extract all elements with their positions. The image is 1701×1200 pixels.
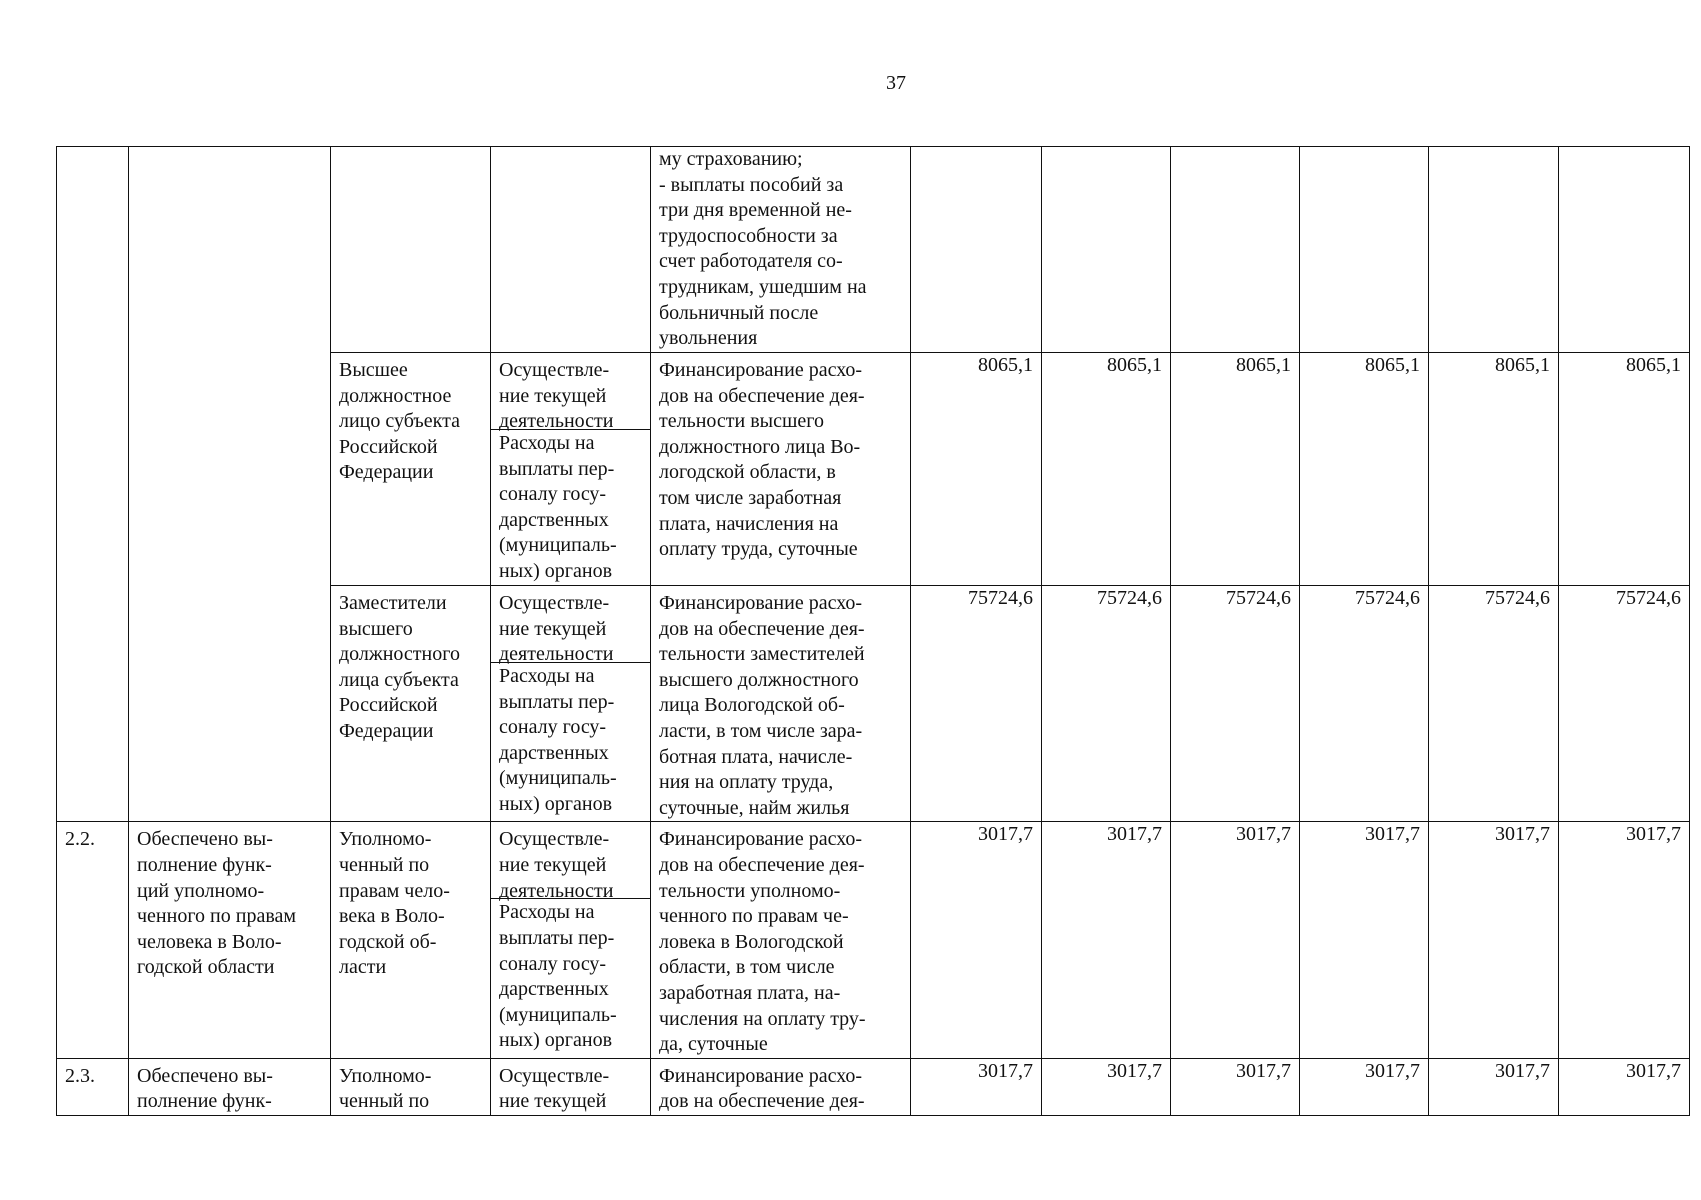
result-cell: Обеспечено вы- полнение функ- ций уполномо- ченного по правам человека в Воло- годской области xyxy=(129,822,331,1058)
activity-type: Осуществле- ние текущей деятельности xyxy=(491,586,650,663)
number-cell: 2.2. xyxy=(57,822,129,1058)
result-cell xyxy=(129,353,331,586)
value-cell: 3017,7 xyxy=(1042,822,1171,1058)
result-cell: Обеспечено вы- полнение функ- xyxy=(129,1058,331,1115)
number-cell xyxy=(57,586,129,822)
value-cell: 75724,6 xyxy=(1429,586,1559,822)
description-cell: Финансирование расхо- дов на обеспечение дея- тельности высшего должностного лица Во- логодской области, в том числе заработная плата, начисления на оплату труда, суточные xyxy=(651,353,911,586)
page-number: 37 xyxy=(886,72,906,94)
result-cell xyxy=(129,586,331,822)
description-cell: Финансирование расхо- дов на обеспечение дея- тельности уполномо- ченного по правам че- ловека в Вологодской области, в том числе заработная плата, на- числения на оплату тру- да, суточные xyxy=(651,822,911,1058)
value-cell: 3017,7 xyxy=(1559,1058,1690,1115)
value-cell: 8065,1 xyxy=(1300,353,1429,586)
value-cell: 3017,7 xyxy=(1559,822,1690,1058)
value-cell: 3017,7 xyxy=(1300,1058,1429,1115)
value-cell: 3017,7 xyxy=(1042,1058,1171,1115)
value-cell: 3017,7 xyxy=(1300,822,1429,1058)
expense-type: Расходы на выплаты пер- соналу госу- дарственных (муниципаль- ных) органов xyxy=(499,432,617,582)
table-row xyxy=(57,1058,1690,1115)
value-cell xyxy=(1171,147,1300,353)
value-cell: 3017,7 xyxy=(1429,822,1559,1058)
executor-cell: Высшее должностное лицо субъекта Российской Федерации xyxy=(331,353,491,586)
value-cell xyxy=(1300,147,1429,353)
value-cell: 8065,1 xyxy=(1171,353,1300,586)
number-cell xyxy=(57,353,129,586)
activity-cell: Осуществле- ние текущей xyxy=(491,1058,651,1115)
activity-type: Осуществле- ние текущей деятельности xyxy=(491,822,650,899)
result-cell xyxy=(129,147,331,353)
value-cell: 8065,1 xyxy=(1429,353,1559,586)
value-cell xyxy=(1559,147,1690,353)
value-cell: 3017,7 xyxy=(911,822,1042,1058)
description-cell: Финансирование расхо- дов на обеспечение дея- xyxy=(651,1058,911,1115)
value-cell: 75724,6 xyxy=(1042,586,1171,822)
activity-cell xyxy=(491,586,651,822)
value-cell: 8065,1 xyxy=(1559,353,1690,586)
number-cell xyxy=(57,147,129,353)
value-cell: 75724,6 xyxy=(911,586,1042,822)
value-cell: 75724,6 xyxy=(1559,586,1690,822)
activity-cell xyxy=(491,353,651,586)
value-cell: 8065,1 xyxy=(911,353,1042,586)
description-cell: Финансирование расхо- дов на обеспечение дея- тельности заместителей высшего должностного лица Вологодской об- ласти, в том числе зара- ботная плата, начисле- ния на оплату труда, суточные, найм жилья xyxy=(651,586,911,822)
executor-cell: Уполномо- ченный по xyxy=(331,1058,491,1115)
value-cell: 8065,1 xyxy=(1042,353,1171,586)
expense-type: Расходы на выплаты пер- соналу госу- дарственных (муниципаль- ных) органов xyxy=(499,665,617,815)
number-cell: 2.3. xyxy=(57,1058,129,1115)
value-cell: 3017,7 xyxy=(1171,822,1300,1058)
table-row xyxy=(57,586,1690,822)
value-cell xyxy=(1429,147,1559,353)
executor-cell: Уполномо- ченный по правам чело- века в Воло- годской об- ласти xyxy=(331,822,491,1058)
value-cell: 75724,6 xyxy=(1300,586,1429,822)
value-cell: 3017,7 xyxy=(911,1058,1042,1115)
table-row xyxy=(57,353,1690,586)
value-cell: 3017,7 xyxy=(1171,1058,1300,1115)
value-cell: 3017,7 xyxy=(1429,1058,1559,1115)
value-cell xyxy=(911,147,1042,353)
table-row xyxy=(57,822,1690,1058)
budget-table xyxy=(56,146,1690,1116)
value-cell xyxy=(1042,147,1171,353)
expense-type: Расходы на выплаты пер- соналу госу- дарственных (муниципаль- ных) органов xyxy=(499,901,617,1052)
executor-cell: Заместители высшего должностного лица субъекта Российской Федерации xyxy=(331,586,491,822)
description-cell: му страхованию; - выплаты пособий за три дня временной не- трудоспособности за счет работодателя со- трудникам, ушедшим на больничный после увольнения xyxy=(651,147,911,353)
table-row xyxy=(57,147,1690,353)
value-cell: 75724,6 xyxy=(1171,586,1300,822)
activity-type: Осуществле- ние текущей деятельности xyxy=(491,353,650,430)
executor-cell xyxy=(331,147,491,353)
activity-cell xyxy=(491,822,651,1058)
activity-cell xyxy=(491,147,651,353)
